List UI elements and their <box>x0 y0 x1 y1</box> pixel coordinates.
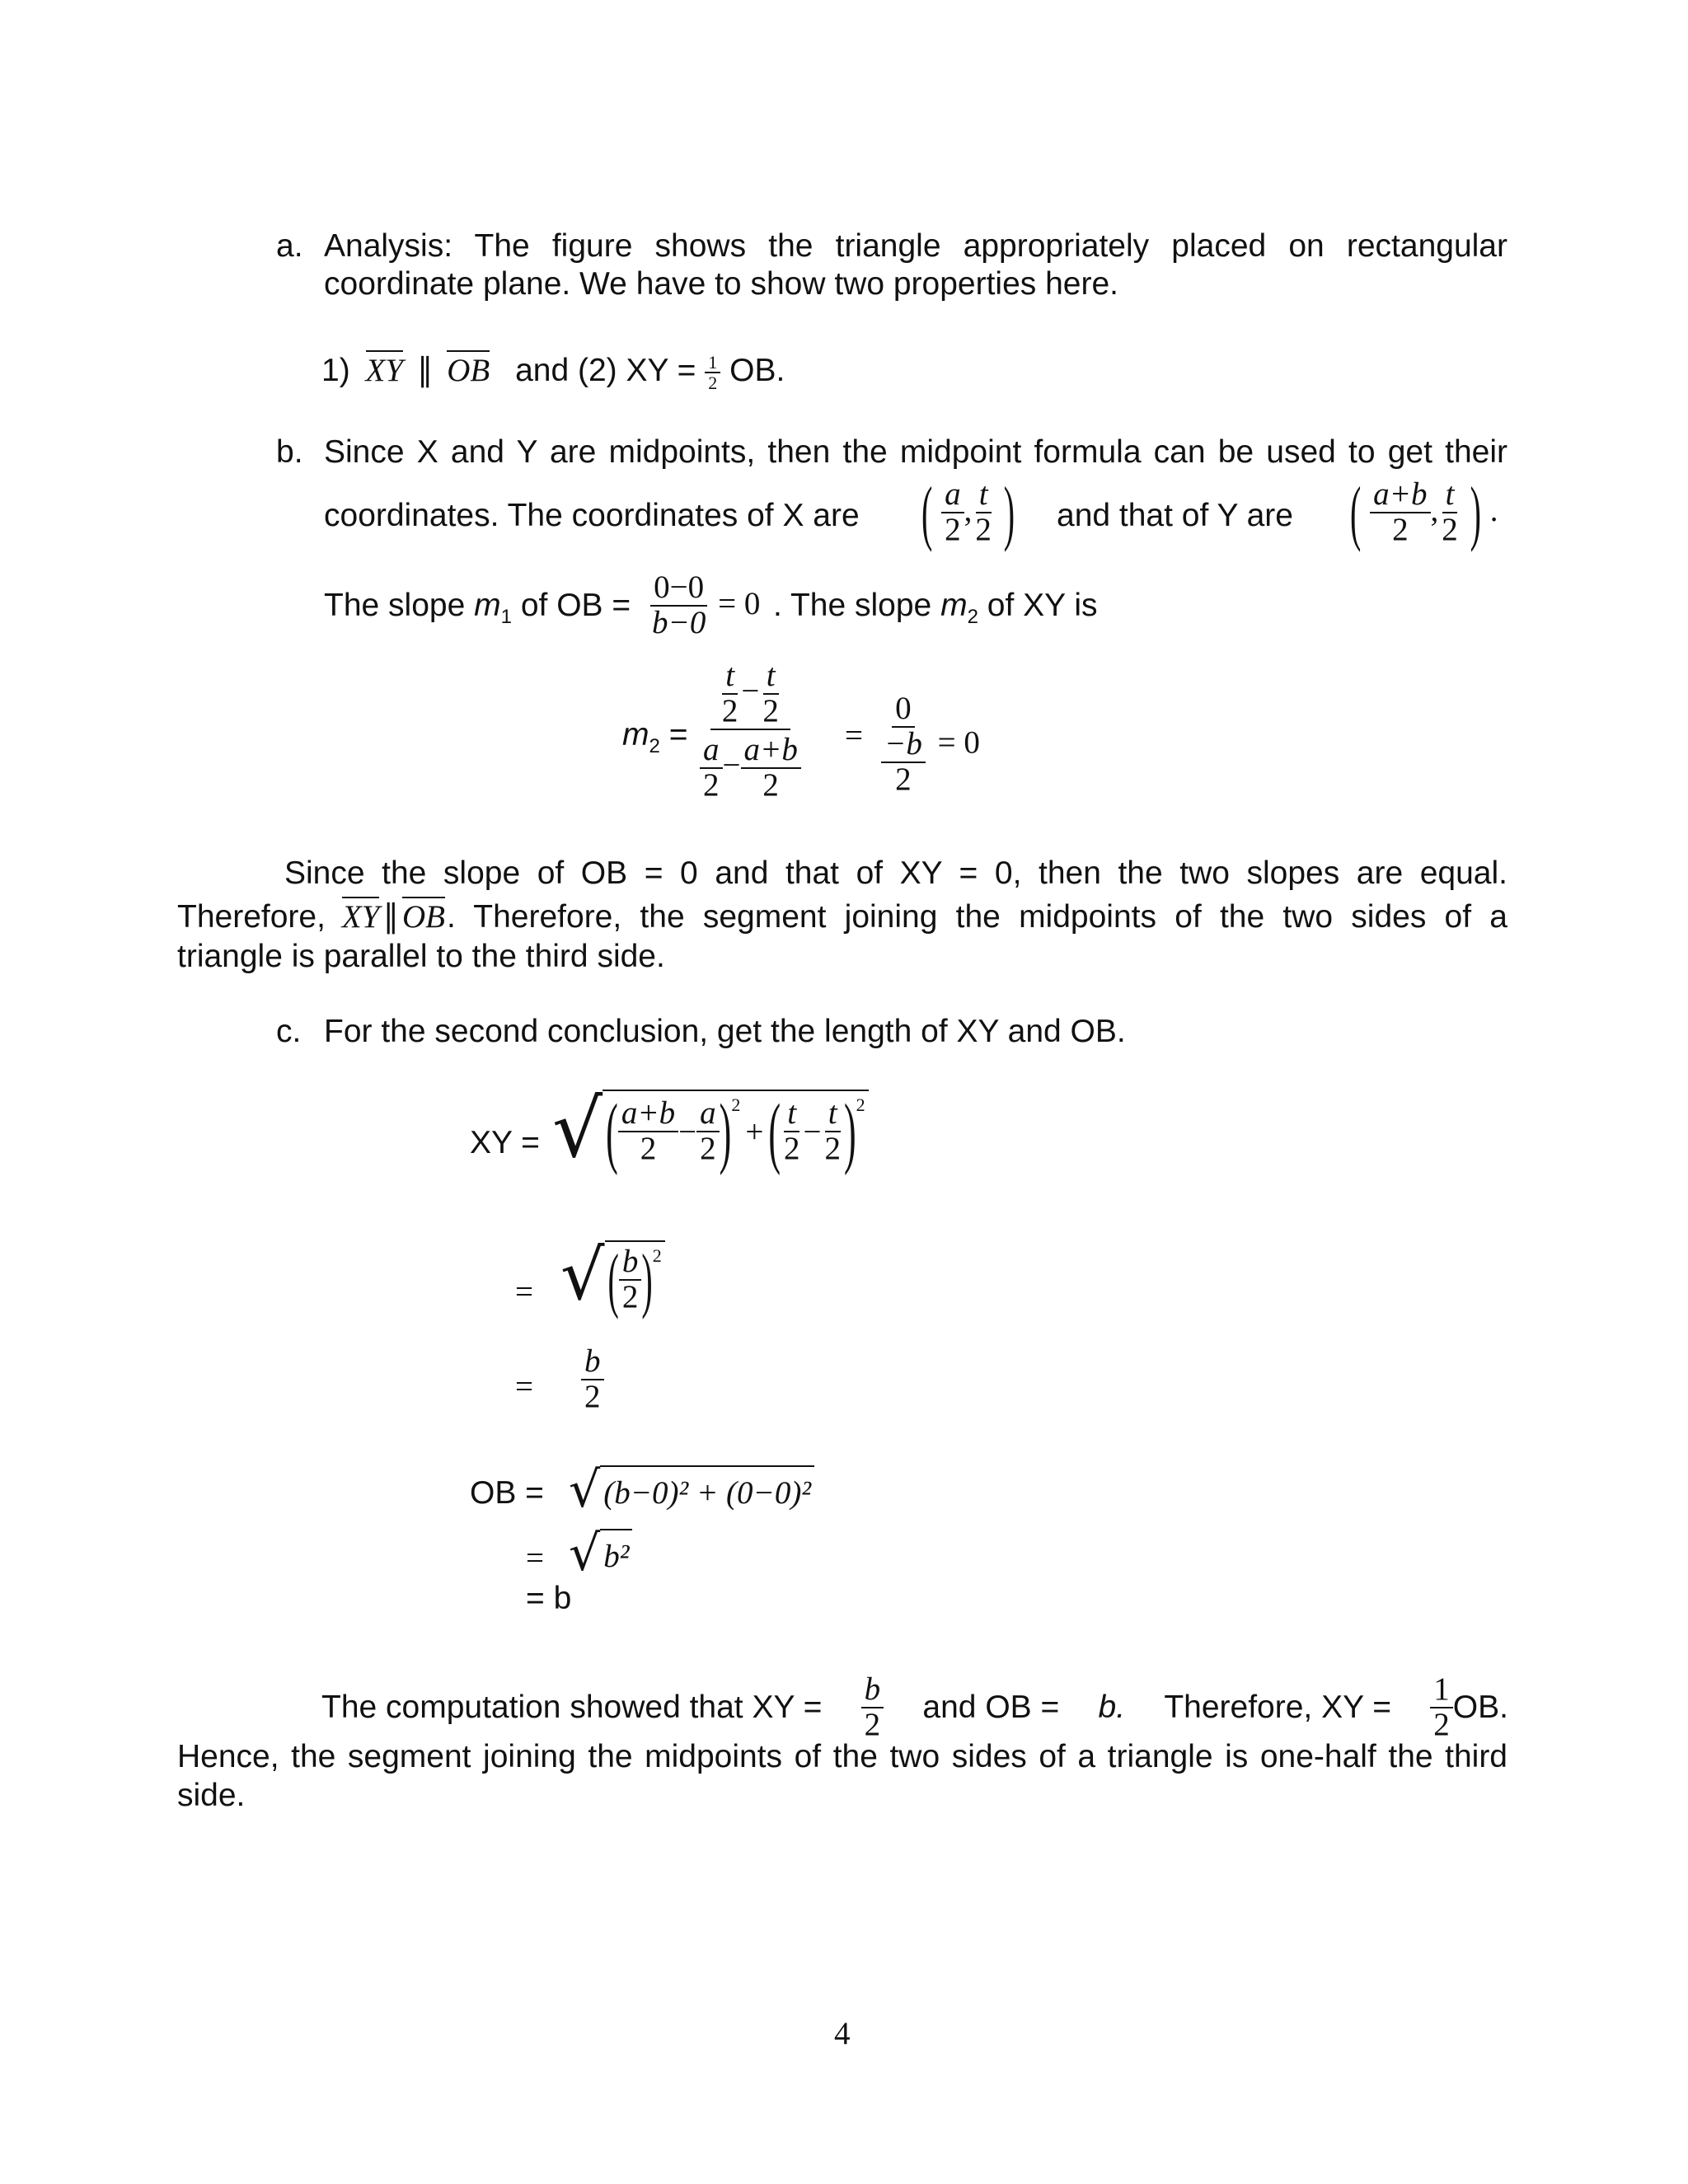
xy-eq3: = <box>515 1369 533 1404</box>
xy-distance-formula: √ ( $\frac{a+b}{2}$ − $\frac{a}{2}$ ) $^2$ + ( $\frac{t}{2}$ − $\frac{t}{2}$ ) $^2$ <box>552 1090 869 1169</box>
m2-label: $m_2$ = <box>622 717 688 757</box>
ob-step2: √ b² <box>569 1529 632 1578</box>
m2-eq-sign: = <box>845 718 863 753</box>
slope-m2-line: . The slope $m_2$ of XY is <box>773 588 1098 628</box>
page-number: 4 <box>834 2016 851 2051</box>
item-b-line1: Since X and Y are midpoints, then the midpoint formula can be used to get their <box>324 434 1507 470</box>
xy-step2: √ ( $\frac{b}{2}$ ) $^2$ <box>560 1240 665 1315</box>
prop-prefix: 1) <box>321 353 350 388</box>
segment-xy: XY <box>366 350 404 388</box>
slope-m1-fraction: $\frac{0-0}{b-0}$ = 0 <box>652 569 761 640</box>
m2-result-fraction: $\frac{0}{\frac{-b}{2}}$ = 0 <box>878 692 980 797</box>
xy-eq2: = <box>515 1274 533 1310</box>
item-a-line1: Analysis: The figure shows the triangle appropriately placed on rectangular <box>324 228 1507 264</box>
prop-mid: and (2) XY = <box>515 353 696 388</box>
item-c-line1: For the second conclusion, get the length of XY and OB. <box>324 1014 1126 1049</box>
para-line2: Therefore, XY ∥ OB . Therefore, the segment joining the midpoints of the two sides of a <box>177 898 1507 935</box>
y-coordinates: ( $\frac{a+b}{2}$ , $\frac{t}{2}$ ) . <box>1350 471 1498 554</box>
ob-label: OB = <box>470 1475 544 1511</box>
ob-step3: = b <box>526 1581 572 1616</box>
parallel-symbol: ∥ <box>416 353 434 388</box>
item-b-line2a: coordinates. The coordinates of X are <box>324 498 860 533</box>
ob-distance-formula: √ (b−0)² + (0−0)² <box>569 1465 814 1515</box>
ob-eq2: = <box>526 1540 544 1576</box>
item-b-label: b. <box>276 434 303 470</box>
half-fraction: $\frac{1}{2}$ <box>705 353 720 392</box>
conclusion-line2: Hence, the segment joining the midpoints of the two sides of a triangle is one-half the third <box>177 1739 1507 1774</box>
xy-step3: $\frac{b}{2}$ <box>581 1345 604 1414</box>
item-a-label: a. <box>276 228 303 264</box>
slope-m1-line: The slope $m_1$ of OB = <box>324 588 631 628</box>
para-line1: Since the slope of OB = 0 and that of XY = 0, then the two slopes are equal. <box>284 855 1507 891</box>
xy-label: XY = <box>470 1125 540 1160</box>
x-coordinates: ( $\frac{a}{2}$ , $\frac{t}{2}$ ) <box>921 471 1015 554</box>
m2-compound-fraction: $\frac{t}{2}$ − $\frac{t}{2}$ $\frac{a}{2}$ − $\frac{a+b}{2}$ <box>696 659 804 803</box>
item-b-line2b: and that of Y are <box>1057 498 1293 533</box>
item-c-label: c. <box>276 1014 302 1049</box>
property-list <box>321 352 785 392</box>
segment-ob: OB <box>447 350 490 388</box>
para-line3: triangle is parallel to the third side. <box>177 939 665 974</box>
conclusion-line3: side. <box>177 1778 246 1813</box>
prop-end: OB. <box>729 353 785 388</box>
item-a-line2: coordinate plane. We have to show two properties here. <box>324 266 1119 302</box>
conclusion-line1: The computation showed that XY = $\frac{b}{2}$ and OB = b. Therefore, XY = $\frac{1}{2}$ OB. <box>321 1671 1508 1742</box>
